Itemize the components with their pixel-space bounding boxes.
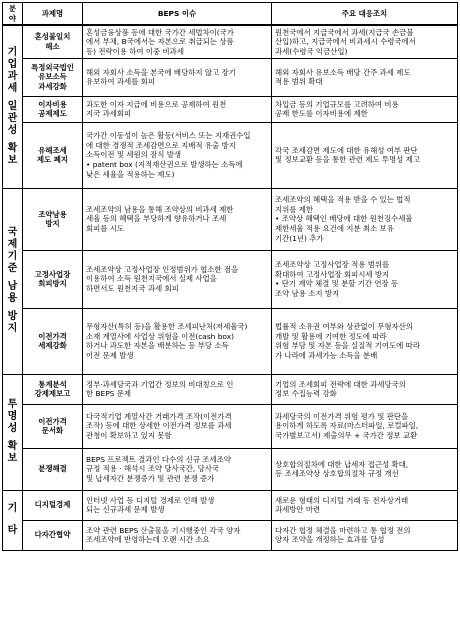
- header-task: 과제명: [23, 3, 83, 26]
- task-name: 유해조세 제도 폐지: [23, 122, 83, 188]
- area-label-treaty-abuse: 국 제 기 준 남 용 방 지: [3, 188, 23, 374]
- table-row: [3, 96, 458, 122]
- table-row: [3, 122, 458, 188]
- area-label-transparency: 투 명 성 확 보: [3, 374, 23, 490]
- response-cell: 각국 조세감면 제도에 대한 유해성 여부 판단 및 정보교환 등을 통한 관련 제도 투명성 제고: [272, 122, 458, 188]
- table-row: [3, 448, 458, 490]
- issue-cell: 조약 관련 BEPS 산출물을 기시행중인 각국 양자 조세조약에 반영하는데 오랜 시간 소요: [83, 520, 272, 550]
- response-cell: 다자간 협정 체결을 마련하고 통 협정 전의 양자 조약을 개정하는 효과를 달성: [272, 520, 458, 550]
- table-row: [3, 520, 458, 550]
- header-row: [3, 3, 458, 26]
- task-name: 다자간협약: [23, 520, 83, 550]
- issue-cell: 조세조약의 남용을 통해 조약상의 비과세 제한 세율 등의 혜택을 부당하게 향유하거나 조세 회피를 시도: [83, 188, 272, 250]
- response-cell: 차입금 등의 기업규모를 고려하여 비용 공제 한도를 이자비용에 제한: [272, 96, 458, 122]
- header-issue: BEPS 이슈: [83, 3, 272, 26]
- task-name: 이전가격 문서화: [23, 404, 83, 448]
- issue-cell: BEPS 프로젝트 결과인 다수의 신규 조세조약 규정 적용 · 해석시 조약 당사국간, 당사국 및 납세자간 분쟁증가 및 관련 분쟁 증가: [83, 448, 272, 490]
- table-row: [3, 490, 458, 520]
- task-name: 혼성불일치 해소: [23, 25, 83, 58]
- issue-cell: 무형자산(특허 등)을 활용한 조세피난처(저세율국) 소재 계열사에 사업상 위험을 이전(cash box) 하거나 과도한 자본을 배분하는 등 부당 소득 이전 문제 발생: [83, 308, 272, 374]
- response-cell: 조세조약의 혜택을 적용 받을 수 있는 법적 지위를 제한 • 조약상 혜택인 배당에 대한 원천징수세율 제한세율 적용 요건에 지분 최소 보유 기간(1년) 추가: [272, 188, 458, 250]
- response-cell: 기업의 조세회피 전략에 대한 과세당국의 정보 수집능력 강화: [272, 374, 458, 404]
- table-row: [3, 404, 458, 448]
- task-name: 이자비용 공제제도: [23, 96, 83, 122]
- task-name: 분쟁해결: [23, 448, 83, 490]
- task-name: 특정외국법인 유보소득 과세강화: [23, 58, 83, 96]
- table-row: [3, 188, 458, 250]
- table-row: [3, 374, 458, 404]
- issue-cell: 혼성금융상품 등에 대한 국가간 세법차이(국가 에서 부채, B국에서는 자본으로 취급되는 상품 등) 전략이용 하여 이중 비과세: [83, 25, 272, 58]
- issue-cell: 인터넷 사업 등 디지털 경제로 인해 발생 되는 신규과세 문제 발생: [83, 490, 272, 520]
- table-row: [3, 308, 458, 374]
- area-label-corporate-tax: 기 업 과 세 일 관 성 확 보: [3, 25, 23, 188]
- response-cell: 법률적 소유권 여부와 상관없이 무형자산의 개발 및 활용에 기여한 정도에 따라 위험 부담 및 자본 등을 실질적 기여도에 따라 가 나라에 과세가능 소득을 분배: [272, 308, 458, 374]
- header-area: 분야: [3, 3, 23, 26]
- header-response: 주요 대응조치: [272, 3, 458, 26]
- issue-cell: 해외 자회사 소득을 본국에 배당하지 않고 장기 유보하여 과세를 회피: [83, 58, 272, 96]
- area-label-other: 기 타: [3, 490, 23, 550]
- response-cell: 조세조약상 고정사업장 적용 범위를 확대하여 고정사업장 회피시세 방지 • 단기 계약 체결 및 분할 기간 연장 등 조약 남용 소지 방지: [272, 250, 458, 308]
- response-cell: 상호합의절차에 대한 납세자 접근성 확대, 등 조세조약상 상호합의절차 규정 개선: [272, 448, 458, 490]
- issue-cell: 국가간 이동성이 높은 활동(서비스 또는 지재권수입 에 대한 경쟁적 조세감면으로 지배적 유출 방지 소득이전 및 세원의 잠식 발생 • patent box (지적재산권으로 발생하는 소득에 낮은 세율을 적용하는 제도): [83, 122, 272, 188]
- table-row: [3, 250, 458, 308]
- issue-cell: 정부·과세당국과 기업간 정보의 비대칭으로 인 한 BEPS 문제: [83, 374, 272, 404]
- response-cell: 과세당국의 이전가격 위험 평가 및 판단을 용이하게 하도록 자료(마스터파일, 로컬파일, 국가별보고서) 제출의무 + 국가간 정보 교환: [272, 404, 458, 448]
- response-cell: 새로운 형태의 디지털 거래 등 전자상거래 과세방안 마련: [272, 490, 458, 520]
- table-row: [3, 58, 458, 96]
- response-cell: 원천국에서 지급국에서 과세(지급국 손금불 산입)하고, 지급국에서 비과세시 수령국에서 과세(수령국 익금산입): [272, 25, 458, 58]
- task-name: 통계분석 강제제보고: [23, 374, 83, 404]
- issue-cell: 과도한 이자 지급에 비용으로 공제하여 원천 지국 과세회피: [83, 96, 272, 122]
- task-name: 이전가격 세제강화: [23, 308, 83, 374]
- task-name: 고정사업장 회피방지: [23, 250, 83, 308]
- response-cell: 해외 자회사 유보소득 배당 간주 과세 제도 적용 범위 확대: [272, 58, 458, 96]
- task-name: 디지털경제: [23, 490, 83, 520]
- table-row: [3, 25, 458, 58]
- beps-table: [2, 2, 458, 551]
- issue-cell: 다국적기업 계열사간 거래가격 조작(이전가격 조작) 등에 대한 상세한 이전가격 정보를 과세 관청이 확보하고 있지 못함: [83, 404, 272, 448]
- issue-cell: 조세조약상 고정사업장 인정범위가 협소한 점을 이용하여 소득 원천지국에서 실제 사업을 하면서도 원천지국 과세 회피: [83, 250, 272, 308]
- task-name: 조약남용 방지: [23, 188, 83, 250]
